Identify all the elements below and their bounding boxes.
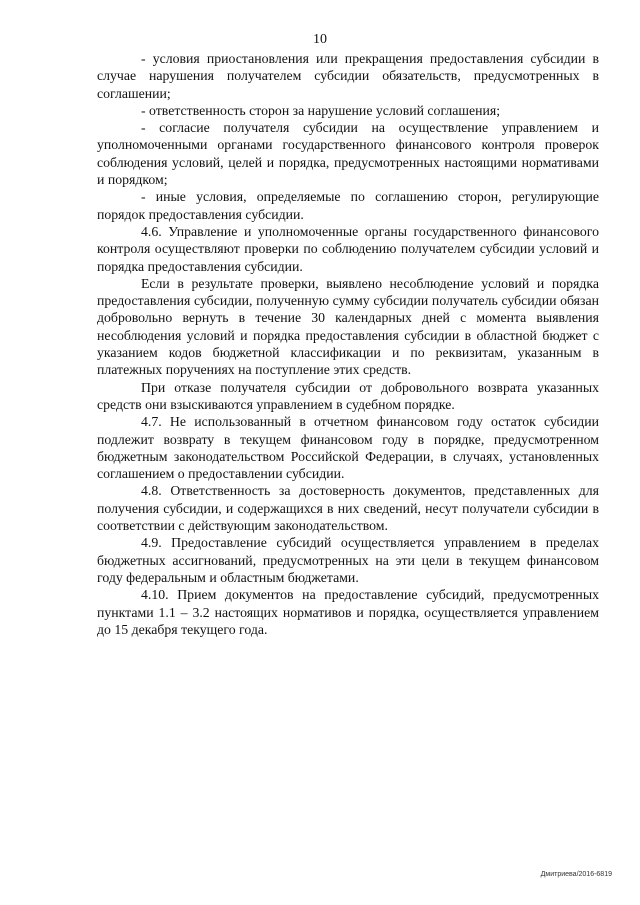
page-number: 10: [313, 32, 327, 47]
paragraph: Если в результате проверки, выявлено несоблюдение условий и порядка предоставления субсидии, полученную сумму субсидии получатель субсидии обязан добровольно вернуть в течение 30 календарных дней с момента выявления несоблюдения условий и порядка предоставления субсидии в областной бюджет с указанием кодов бюджетной классификации и по реквизитам, указанным в платежных поручениях на поступление этих средств.: [97, 275, 599, 378]
paragraph: 4.10. Прием документов на предоставление субсидий, предусмотренных пунктами 1.1 – 3.2 настоящих нормативов и порядка, осуществляется управлением до 15 декабря текущего года.: [97, 587, 599, 637]
paragraph: При отказе получателя субсидии от добровольного возврата указанных средств они взыскиваются управлением в судебном порядке.: [97, 379, 599, 412]
paragraph: - согласие получателя субсидии на осуществление управлением и уполномоченными органами государственного финансового контроля проверок соблюдения условий, целей и порядка, предусмотренных настоящими нормативами и порядком;: [97, 120, 599, 188]
paragraph: - ответственность сторон за нарушение условий соглашения;: [141, 102, 501, 118]
paragraph: 4.7. Не использованный в отчетном финансовом году остаток субсидии подлежит возврату в текущем финансовом году в порядке, предусмотренном бюджетным законодательством Российской Федерации, в случаях, установленных соглашением о предоставлении субсидии.: [97, 414, 599, 482]
paragraph: - иные условия, определяемые по соглашению сторон, регулирующие порядок предоставления субсидии.: [97, 189, 599, 222]
paragraph: 4.8. Ответственность за достоверность документов, представленных для получения субсидии, и содержащихся в них сведений, несут получатели субсидии в соответствии с действующим законодательством.: [97, 483, 599, 534]
document-footer-code: Дмитриева/2016-6819: [540, 871, 612, 878]
document-body: [97, 50, 599, 638]
paragraph: 4.9. Предоставление субсидий осуществляется управлением в пределах бюджетных ассигнований, предусмотренных на эти цели в текущем финансовом году федеральным и областным бюджетами.: [97, 535, 599, 585]
paragraph: - условия приостановления или прекращения предоставления субсидии в случае нарушения получателем субсидии обязательств, предусмотренных в соглашении;: [97, 51, 599, 101]
paragraph: 4.6. Управление и уполномоченные органы государственного финансового контроля осуществляют проверки по соблюдению получателем субсидии условий и порядка предоставления субсидии.: [97, 223, 599, 274]
